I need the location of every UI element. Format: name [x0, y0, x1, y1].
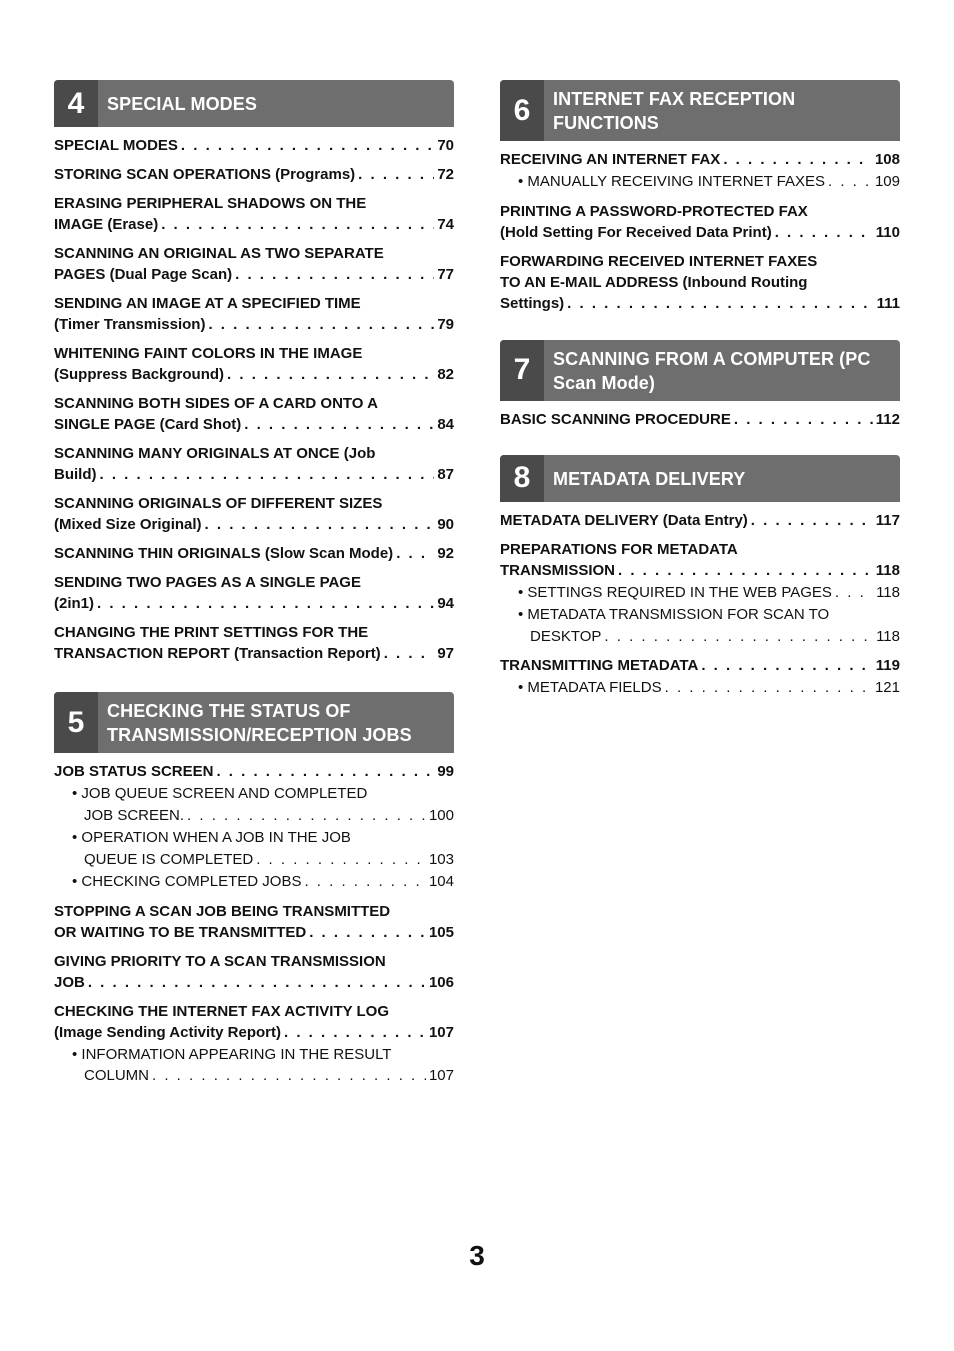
toc-subentry-title: • SETTINGS REQUIRED IN THE WEB PAGES: [518, 583, 832, 601]
toc-entry[interactable]: [500, 655, 900, 676]
leader-dots: [187, 805, 426, 827]
section-number: 8: [500, 455, 544, 502]
section-title: [544, 80, 900, 141]
toc-page-number: 87: [437, 466, 454, 483]
toc-subentry[interactable]: [518, 677, 900, 699]
toc-subentry[interactable]: [72, 827, 454, 870]
toc-entry[interactable]: [54, 135, 454, 156]
toc-entry-title: PREPARATIONS FOR METADATA: [500, 540, 738, 558]
toc-entry[interactable]: [54, 543, 454, 564]
toc-entry-title: RECEIVING AN INTERNET FAX: [500, 151, 721, 168]
toc-page-number: 70: [437, 137, 454, 154]
section-title-line: Scan Mode): [553, 372, 656, 393]
toc-entry[interactable]: [500, 149, 900, 170]
toc-entry-title: (2in1): [54, 595, 95, 612]
leader-dots: [701, 655, 872, 676]
section-title-line: INTERNET FAX RECEPTION: [553, 89, 796, 109]
toc-entry[interactable]: [54, 1001, 454, 1043]
toc-entry-title: SPECIAL MODES: [54, 137, 178, 154]
section-title: METADATA DELIVERY: [553, 468, 746, 489]
toc-entry-title: PRINTING A PASSWORD-PROTECTED FAX: [500, 202, 808, 220]
toc-entry-title: TRANSACTION REPORT (Transaction Report): [54, 645, 381, 662]
section-header: [54, 692, 454, 753]
toc-entry[interactable]: [54, 761, 454, 782]
toc-entry-title: SCANNING MANY ORIGINALS AT ONCE (Job: [54, 445, 376, 462]
toc-page-number: 72: [437, 166, 454, 183]
leader-dots: [256, 849, 426, 871]
toc-entry-title: TRANSMITTING METADATA: [500, 657, 699, 674]
toc-page-number: 109: [874, 173, 900, 190]
toc-page-number: 92: [437, 545, 454, 562]
toc-entry-title: Build): [54, 466, 97, 483]
toc-entry-title: IMAGE (Erase): [54, 216, 159, 233]
toc-entry[interactable]: [54, 293, 454, 335]
toc-page-number: 111: [876, 294, 900, 312]
section-title-line: TRANSMISSION/RECEPTION JOBS: [107, 725, 412, 745]
toc-subentry[interactable]: [72, 783, 454, 826]
toc-entry-title: SENDING TWO PAGES AS A SINGLE PAGE: [54, 574, 361, 591]
toc-list: [54, 135, 454, 664]
toc-subentry-title: DESKTOP: [530, 627, 602, 645]
toc-subentry[interactable]: [72, 871, 454, 893]
section-5: [54, 692, 454, 1087]
leader-dots: [161, 214, 434, 235]
toc-entry-title: Settings): [500, 294, 565, 312]
leader-dots: [216, 761, 434, 782]
section-header: [500, 455, 900, 502]
leader-dots: [828, 171, 872, 193]
section-8: [500, 455, 900, 699]
toc-subentry[interactable]: [518, 582, 900, 604]
toc-subentry-title: JOB SCREEN.: [84, 806, 185, 824]
toc-page-number: 104: [428, 873, 454, 890]
toc-subentry-title: • CHECKING COMPLETED JOBS: [72, 873, 302, 890]
leader-dots: [97, 593, 434, 614]
right-column: [500, 80, 900, 699]
section-7: [500, 340, 900, 430]
toc-page-number: 82: [437, 366, 454, 383]
leader-dots: [244, 414, 434, 435]
toc-page-number: 84: [437, 416, 454, 433]
leader-dots: [396, 543, 434, 564]
toc-entry-title: SENDING AN IMAGE AT A SPECIFIED TIME: [54, 295, 361, 312]
leader-dots: [304, 871, 426, 893]
toc-page-number: 79: [437, 316, 454, 333]
toc-entry-title: (Hold Setting For Received Data Print): [500, 223, 772, 241]
toc-entry-title: (Mixed Size Original): [54, 516, 202, 533]
toc-entry-title: GIVING PRIORITY TO A SCAN TRANSMISSION: [54, 952, 386, 970]
toc-page-number: 106: [428, 973, 454, 991]
toc-page-number: 110: [875, 223, 900, 241]
section-header: [54, 80, 454, 127]
toc-page-number: 105: [428, 923, 454, 941]
leader-dots: [227, 364, 434, 385]
toc-entry[interactable]: [54, 343, 454, 385]
toc-page-number: 77: [437, 266, 454, 283]
leader-dots: [309, 922, 426, 943]
toc-entry[interactable]: [54, 443, 454, 485]
section-title: [544, 340, 900, 401]
section-number: 4: [54, 80, 98, 127]
toc-entry-title: FORWARDING RECEIVED INTERNET FAXES: [500, 252, 818, 270]
toc-subentry-title: • MANUALLY RECEIVING INTERNET FAXES: [518, 173, 825, 190]
toc-entry-title: STORING SCAN OPERATIONS (Programs): [54, 166, 356, 183]
section-header: [500, 340, 900, 401]
section-title-line: SCANNING FROM A COMPUTER (PC: [553, 348, 871, 369]
toc-subentry-title: • METADATA FIELDS: [518, 679, 662, 696]
toc-entry-title: SCANNING AN ORIGINAL AS TWO SEPARATE: [54, 245, 384, 262]
toc-subentry-title: COLUMN: [84, 1067, 150, 1084]
left-column: [54, 80, 454, 1087]
toc-entry[interactable]: [54, 493, 454, 535]
toc-page-number: 97: [437, 645, 454, 662]
leader-dots: [181, 135, 434, 156]
toc-subentry-title: • JOB QUEUE SCREEN AND COMPLETED: [72, 785, 368, 802]
section-title: [98, 692, 454, 753]
toc-entry-title: CHECKING THE INTERNET FAX ACTIVITY LOG: [54, 1002, 390, 1020]
section-number: 5: [54, 692, 98, 753]
toc-entry-title: JOB: [54, 973, 85, 991]
leader-dots: [88, 972, 426, 993]
leader-dots: [618, 560, 873, 581]
toc-page-number: 74: [437, 216, 454, 233]
toc-subentry[interactable]: [518, 604, 900, 647]
toc-page-number: 90: [437, 516, 454, 533]
leader-dots: [152, 1065, 426, 1087]
leader-dots: [284, 1022, 426, 1043]
toc-subentry[interactable]: [72, 1044, 454, 1087]
section-title-line: CHECKING THE STATUS OF: [107, 701, 351, 721]
toc-subentry-title: • OPERATION WHEN A JOB IN THE JOB: [72, 829, 351, 846]
toc-page-number: 117: [875, 511, 900, 529]
page-number: 3: [469, 1240, 485, 1271]
section-number: 7: [500, 340, 544, 401]
toc-subentry-title: QUEUE IS COMPLETED: [84, 850, 254, 868]
toc-entry[interactable]: [54, 901, 454, 943]
leader-dots: [775, 222, 873, 243]
section-4: [54, 80, 454, 664]
toc-entry[interactable]: [54, 164, 454, 185]
toc-entry-title: ERASING PERIPHERAL SHADOWS ON THE: [54, 195, 367, 212]
toc-subentry-title: • INFORMATION APPEARING IN THE RESULT: [72, 1045, 392, 1063]
section-number: 6: [500, 80, 544, 141]
section-title-line: FUNCTIONS: [553, 113, 659, 133]
toc-page-number: 103: [428, 850, 454, 868]
leader-dots: [567, 293, 873, 314]
toc-entry[interactable]: [54, 572, 454, 614]
toc-page-number: 99: [437, 763, 454, 780]
toc-page-number: 118: [876, 627, 900, 645]
leader-dots: [751, 510, 873, 531]
toc-page-number: 112: [875, 410, 900, 428]
leader-dots: [723, 149, 872, 170]
toc-entry-title: JOB STATUS SCREEN: [54, 763, 214, 780]
toc-entry-title: PAGES (Dual Page Scan): [54, 266, 233, 283]
toc-entry-title: OR WAITING TO BE TRANSMITTED: [54, 923, 307, 941]
leader-dots: [384, 643, 435, 664]
toc-entry-title: (Timer Transmission): [54, 316, 206, 333]
toc-page-number: 121: [874, 679, 900, 696]
toc-entry-title: SINGLE PAGE (Card Shot): [54, 416, 242, 433]
toc-page-number: 100: [428, 806, 454, 824]
toc-entry[interactable]: [54, 243, 454, 285]
toc-entry-title: TO AN E-MAIL ADDRESS (Inbound Routing: [500, 273, 808, 291]
toc-page-number: 118: [875, 561, 900, 579]
leader-dots: [205, 514, 435, 535]
toc-subentry-title: • METADATA TRANSMISSION FOR SCAN TO: [518, 606, 830, 623]
leader-dots: [235, 264, 434, 285]
toc-page-number: 107: [428, 1067, 454, 1084]
toc-page-number: 107: [428, 1023, 454, 1041]
toc-entry-title: (Image Sending Activity Report): [54, 1023, 281, 1041]
toc-entry-title: (Suppress Background): [54, 366, 225, 383]
toc-entry-title: CHANGING THE PRINT SETTINGS FOR THE: [54, 624, 369, 641]
toc-entry[interactable]: [54, 193, 454, 235]
toc-entry-title: STOPPING A SCAN JOB BEING TRANSMITTED: [54, 902, 391, 920]
section-header: [500, 80, 900, 141]
toc-entry-title: METADATA DELIVERY (Data Entry): [500, 511, 748, 529]
toc-page-number: 119: [875, 657, 900, 674]
toc-page-number: 108: [874, 151, 900, 168]
toc-entry-title: WHITENING FAINT COLORS IN THE IMAGE: [54, 345, 363, 362]
section-6: [500, 80, 900, 314]
leader-dots: [358, 164, 434, 185]
toc-entry[interactable]: [54, 622, 454, 664]
toc-entry[interactable]: [500, 201, 900, 243]
toc-entry-title: SCANNING BOTH SIDES OF A CARD ONTO A: [54, 395, 378, 412]
toc-entry[interactable]: [500, 510, 900, 531]
toc-entry[interactable]: [500, 409, 900, 430]
toc-entry-title: SCANNING ORIGINALS OF DIFFERENT SIZES: [54, 495, 383, 512]
toc-entry[interactable]: [500, 539, 900, 581]
leader-dots: [835, 582, 873, 604]
leader-dots: [665, 677, 872, 699]
leader-dots: [604, 626, 873, 648]
toc-page-number: 118: [876, 583, 900, 601]
leader-dots: [208, 314, 434, 335]
toc-entry[interactable]: [500, 251, 900, 314]
toc-page-number: 94: [437, 595, 454, 612]
toc-entry[interactable]: [54, 951, 454, 993]
toc-entry-title: BASIC SCANNING PROCEDURE: [500, 410, 731, 428]
toc-entry-title: SCANNING THIN ORIGINALS (Slow Scan Mode): [54, 545, 394, 562]
leader-dots: [734, 409, 873, 430]
toc-subentry[interactable]: [518, 171, 900, 193]
leader-dots: [100, 464, 435, 485]
toc-entry[interactable]: [54, 393, 454, 435]
section-title: SPECIAL MODES: [107, 94, 257, 114]
toc-entry-title: TRANSMISSION: [500, 561, 616, 579]
